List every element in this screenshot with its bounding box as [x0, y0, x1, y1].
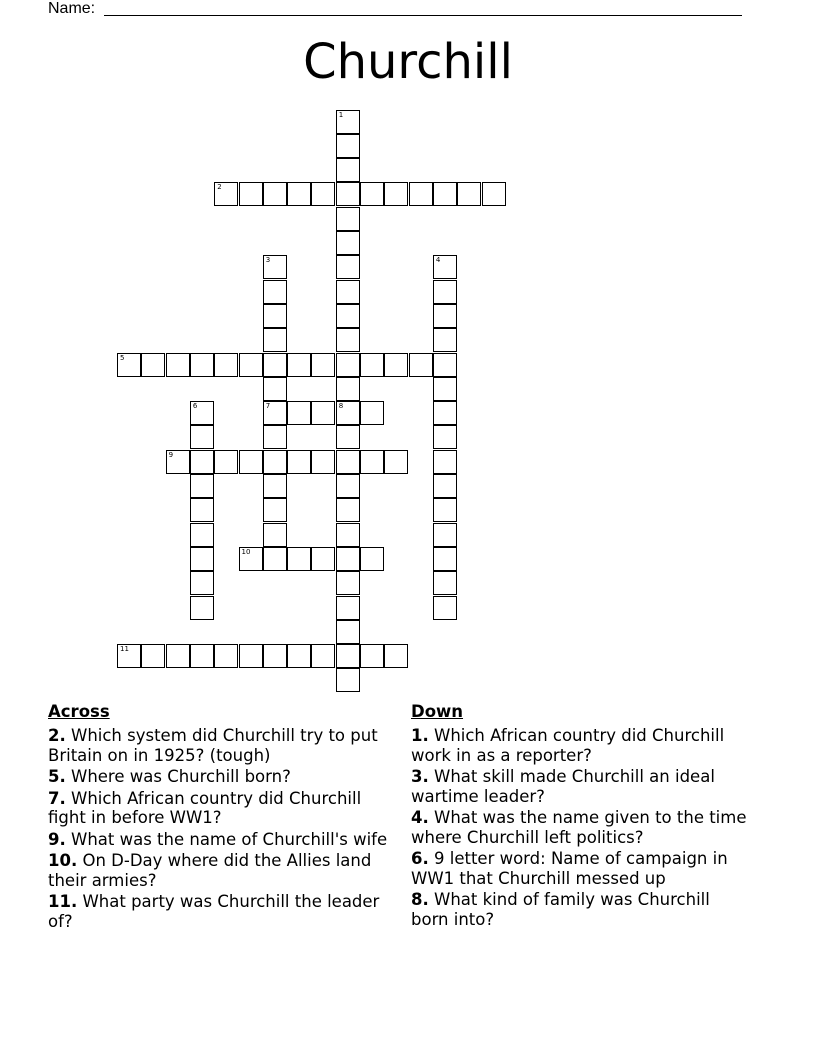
grid-cell[interactable] — [117, 644, 141, 668]
grid-cell[interactable] — [239, 450, 263, 474]
grid-cell[interactable] — [263, 328, 287, 352]
grid-cell[interactable] — [433, 280, 457, 304]
grid-cell[interactable] — [287, 353, 311, 377]
grid-cell[interactable] — [166, 353, 190, 377]
clue-number: 5 — [120, 353, 125, 362]
grid-cell[interactable] — [433, 450, 457, 474]
grid-cell[interactable] — [287, 644, 311, 668]
grid-cell[interactable] — [409, 182, 433, 206]
grid-cell[interactable] — [336, 304, 360, 328]
grid-cell[interactable] — [336, 620, 360, 644]
grid-cell[interactable] — [336, 255, 360, 279]
grid-cell[interactable] — [214, 353, 238, 377]
grid-cell[interactable] — [433, 377, 457, 401]
grid-cell[interactable] — [190, 498, 214, 522]
grid-cell[interactable] — [214, 644, 238, 668]
grid-cell[interactable] — [433, 547, 457, 571]
clue-down-3: 3. What skill made Churchill an ideal wartime leader? — [411, 767, 715, 806]
grid-cell[interactable] — [190, 644, 214, 668]
clue-across-9: 9. What was the name of Churchill's wife — [48, 829, 388, 849]
clue-across-2: 2. Which system did Churchill try to put Britain on in 1925? (tough) — [48, 726, 378, 765]
grid-cell[interactable] — [336, 328, 360, 352]
grid-cell[interactable] — [190, 571, 214, 595]
grid-cell[interactable] — [336, 353, 360, 377]
grid-cell[interactable] — [336, 474, 360, 498]
down-heading: Down — [411, 702, 464, 721]
grid-cell[interactable] — [336, 547, 360, 571]
down-clues — [411, 702, 751, 931]
page-title: Churchill — [303, 34, 513, 90]
grid-cell[interactable] — [311, 450, 335, 474]
grid-cell[interactable] — [482, 182, 506, 206]
clue-number: 11 — [120, 645, 129, 654]
grid-cell[interactable] — [336, 134, 360, 158]
grid-cell[interactable] — [384, 182, 408, 206]
grid-cell[interactable] — [263, 450, 287, 474]
clue-down-1: 1. Which African country did Churchill work in as a reporter? — [411, 726, 725, 765]
grid-cell[interactable] — [433, 401, 457, 425]
grid-cell[interactable] — [433, 596, 457, 620]
grid-cell[interactable] — [336, 377, 360, 401]
clue-number: 1 — [338, 110, 344, 119]
clue-across-10: 10. On D-Day where did the Allies land their armies? — [48, 851, 372, 890]
grid-cell[interactable] — [287, 401, 311, 425]
clue-across-7: 7. Which African country did Churchill fight in before WW1? — [48, 788, 362, 827]
clue-down-4: 4. What was the name given to the time where Churchill left politics? — [411, 808, 747, 847]
grid-cell[interactable] — [287, 182, 311, 206]
grid-cell[interactable] — [336, 523, 360, 547]
grid-cell[interactable] — [141, 353, 165, 377]
grid-cell[interactable] — [336, 110, 360, 134]
grid-cell[interactable] — [433, 353, 457, 377]
grid-cell[interactable] — [336, 571, 360, 595]
clue-down-8: 8. What kind of family was Churchill born into? — [411, 890, 710, 929]
clue-number: 8 — [338, 402, 344, 411]
grid-cell[interactable] — [360, 644, 384, 668]
grid-cell[interactable] — [263, 425, 287, 449]
grid-cell[interactable] — [117, 353, 141, 377]
grid-cell[interactable] — [166, 644, 190, 668]
grid-cell[interactable] — [287, 547, 311, 571]
grid-cell[interactable] — [384, 644, 408, 668]
grid-cell[interactable] — [360, 182, 384, 206]
grid-cell[interactable] — [360, 353, 384, 377]
grid-cell[interactable] — [336, 644, 360, 668]
grid-cell[interactable] — [433, 425, 457, 449]
grid-cell[interactable] — [336, 450, 360, 474]
grid-cell[interactable] — [336, 401, 360, 425]
grid-cell[interactable] — [239, 644, 263, 668]
grid-cell[interactable] — [457, 182, 481, 206]
grid-cell[interactable] — [433, 182, 457, 206]
grid-cell[interactable] — [239, 547, 263, 571]
grid-cell[interactable] — [263, 401, 287, 425]
grid-cell[interactable] — [311, 182, 335, 206]
clue-across-5: 5. Where was Churchill born? — [48, 767, 291, 786]
clue-down-6: 6. 9 letter word: Name of campaign in WW1 that Churchill messed up — [411, 849, 728, 888]
grid-cell[interactable] — [311, 644, 335, 668]
grid-cell[interactable] — [263, 304, 287, 328]
grid-cell[interactable] — [336, 158, 360, 182]
grid-cell[interactable] — [190, 425, 214, 449]
clue-number: 4 — [435, 256, 441, 265]
clue-number: 9 — [168, 450, 174, 459]
clue-number: 2 — [217, 183, 222, 192]
across-clues — [48, 702, 388, 933]
grid-cell[interactable] — [311, 353, 335, 377]
name-label: Name: — [48, 0, 96, 17]
grid-cell[interactable] — [263, 498, 287, 522]
grid-cell[interactable] — [263, 474, 287, 498]
grid-cell[interactable] — [336, 668, 360, 692]
grid-cell[interactable] — [190, 547, 214, 571]
grid-cell[interactable] — [384, 353, 408, 377]
grid-cell[interactable] — [263, 255, 287, 279]
grid-cell[interactable] — [311, 401, 335, 425]
grid-cell[interactable] — [311, 547, 335, 571]
grid-cell[interactable] — [190, 523, 214, 547]
grid-cell[interactable] — [190, 474, 214, 498]
grid-cell[interactable] — [384, 450, 408, 474]
grid-cell[interactable] — [263, 353, 287, 377]
grid-cell[interactable] — [190, 353, 214, 377]
grid-cell[interactable] — [263, 644, 287, 668]
grid-cell[interactable] — [214, 450, 238, 474]
grid-cell[interactable] — [433, 328, 457, 352]
clue-number: 10 — [241, 547, 251, 556]
grid-cell[interactable] — [360, 450, 384, 474]
grid-cell[interactable] — [239, 182, 263, 206]
grid-cell[interactable] — [336, 280, 360, 304]
grid-cell[interactable] — [190, 596, 214, 620]
grid-cell[interactable] — [336, 182, 360, 206]
grid-cell[interactable] — [336, 498, 360, 522]
grid-cell[interactable] — [263, 182, 287, 206]
grid-cell[interactable] — [287, 450, 311, 474]
grid-cell[interactable] — [263, 377, 287, 401]
grid-cell[interactable] — [336, 207, 360, 231]
grid-cell[interactable] — [190, 450, 214, 474]
grid-cell[interactable] — [263, 523, 287, 547]
clue-across-11: 11. What party was Churchill the leader of? — [48, 892, 380, 931]
grid-cell[interactable] — [263, 547, 287, 571]
grid-cell[interactable] — [166, 450, 190, 474]
grid-cell[interactable] — [263, 280, 287, 304]
grid-cell[interactable] — [141, 644, 165, 668]
grid-cell[interactable] — [433, 304, 457, 328]
grid-cell[interactable] — [336, 425, 360, 449]
grid-cell[interactable] — [360, 401, 384, 425]
grid-cell[interactable] — [336, 231, 360, 255]
clue-number: 7 — [265, 402, 271, 411]
grid-cell[interactable] — [336, 596, 360, 620]
grid-cell[interactable] — [433, 255, 457, 279]
grid-cell[interactable] — [409, 353, 433, 377]
grid-cell[interactable] — [433, 523, 457, 547]
clue-number: 3 — [265, 256, 271, 265]
across-heading: Across — [48, 702, 110, 721]
grid-cell[interactable] — [433, 474, 457, 498]
grid-cell[interactable] — [190, 401, 214, 425]
grid-cell[interactable] — [433, 498, 457, 522]
grid-cell[interactable] — [214, 182, 238, 206]
grid-cell[interactable] — [239, 353, 263, 377]
clue-number: 6 — [192, 402, 198, 411]
grid-cell[interactable] — [360, 547, 384, 571]
grid-cell[interactable] — [433, 571, 457, 595]
